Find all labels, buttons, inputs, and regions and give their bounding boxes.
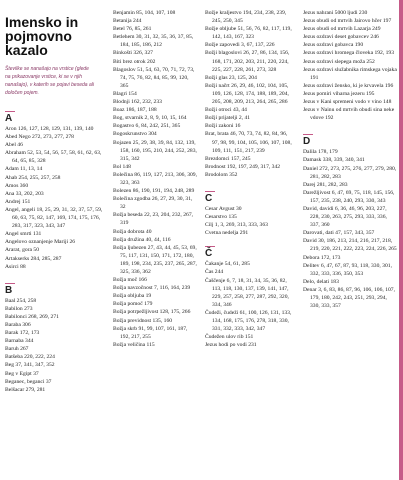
index-entry: Jezus v Nainu od mrtvih obudi sina neke vdove 192 xyxy=(303,107,395,122)
index-entry: Čaščenje 6, 7, 18, 31, 34, 35, 36, 82, 113, 118, 130, 137, 139, 141, 147, 229, 257, 258, 277, 287, 292, 320, 334, 346 xyxy=(205,277,289,308)
index-entry: Binkošti 326, 327 xyxy=(113,50,153,57)
index-entry: Betanija 244 xyxy=(113,18,142,25)
index-entry: Belšacar 279, 281 xyxy=(5,386,46,393)
index-entry: Babilon 273 xyxy=(5,305,33,312)
index-entry: Ahab 254, 255, 257, 258 xyxy=(5,174,61,181)
index-entry: Adam 11, 13, 14 xyxy=(5,166,43,173)
index-entry: Čudeži, čudeži 61, 100, 126, 131, 133, 134, 168, 175, 176, 278, 318, 330, 331, 332, 333, 342, 347 xyxy=(205,309,292,333)
index-entry: Božji blagoslovi 26, 27, 86, 134, 156, 168, 171, 202, 203, 211, 220, 224, 225, 227, 228, 261, 273, 328 xyxy=(205,50,290,73)
index-entry: Božja ljubezen 27, 43, 44, 45, 53, 69, 75, 117, 131, 150, 171, 172, 180, 189, 198, 234, 235, 237, 265, 287, 325, 336, 362 xyxy=(113,244,197,275)
index-entry: Bolečina 86, 119, 127, 213, 306, 309, 323, 363 xyxy=(113,171,198,186)
index-entry: Jezus ozdravi gobavca 190 xyxy=(303,42,364,49)
index-entry: Babilonci 268, 269, 271 xyxy=(5,313,59,320)
index-entry: Božja moč 166 xyxy=(113,277,147,284)
page-edge-accent xyxy=(399,0,403,480)
index-entry: Božje obljube 51, 56, 76, 82, 117, 119, 142, 143, 167, 323 xyxy=(205,26,292,41)
index-entry: Brat, brata 46, 70, 73, 74, 82, 84, 96, 97, 98, 99, 104, 105, 106, 107, 108, 109, 111, 151, 217, 239 xyxy=(205,131,292,154)
section-c-caron-continued xyxy=(303,9,397,122)
index-entry: Božja veličina 115 xyxy=(113,341,155,348)
index-entry: Baraba 306 xyxy=(5,321,31,328)
index-entry: Batšeba 220, 222, 224 xyxy=(5,354,55,361)
index-entry: Bol 148 xyxy=(113,163,131,170)
index-entry: Brodolom 352 xyxy=(205,171,238,178)
index-entry: Bojazen 25, 29, 38, 39, 84, 132, 139, 158, 160, 195, 210, 244, 252, 283, 315, 342 xyxy=(113,139,197,162)
entry-list-b-cont-2 xyxy=(205,9,293,179)
index-entry: Ararat, gora 50 xyxy=(5,247,40,254)
index-entry: Brodnost 192, 197, 249, 317, 342 xyxy=(205,163,281,170)
index-entry: Cesar Avgust 30 xyxy=(205,205,242,212)
index-entry: Beganec, beganci 37 xyxy=(5,378,52,385)
section-letter-c-caron: Č xyxy=(205,246,215,260)
index-entry: Božji načrt 26, 29, 46, 102, 104, 105, 109, 126, 128, 174, 188, 189, 204, 205, 208, 209, 213, 264, 265, 286 xyxy=(205,82,289,106)
index-entry: Dalila 178, 179 xyxy=(303,149,338,156)
section-b-continued-2 xyxy=(205,9,293,179)
index-entry: Abel 46 xyxy=(5,142,23,149)
index-entry: Božja potrpežljivost 128, 175, 266 xyxy=(113,309,191,316)
index-entry: Jezus pomiri viharna jezeru 195 xyxy=(303,90,375,97)
section-b-continued xyxy=(113,9,197,349)
index-entry: Benjamin 85, 104, 107, 108 xyxy=(113,10,176,16)
entry-list-d xyxy=(303,148,397,310)
index-entry: Angelovo oznanjenje Mariji 26 xyxy=(5,239,76,246)
entry-list-c xyxy=(205,205,293,237)
index-entry: Božja pomoč 179 xyxy=(113,301,153,308)
entry-list-c-caron xyxy=(205,260,293,349)
index-entry: Jezus v Kani spremeni vodo v vino 148 xyxy=(303,99,392,106)
index-title xyxy=(5,15,103,57)
index-entry: Bolečina zgodba 26, 27, 29, 30, 31, 32 xyxy=(113,196,193,211)
index-entry: Čas 244 xyxy=(205,269,224,276)
index-entry: Delitev 6, 47, 67, 87, 93, 118, 330, 301, 332, 333, 336, 350, 353 xyxy=(303,262,392,277)
index-entry: Artakserks 284, 285, 287 xyxy=(5,255,62,262)
section-c-caron xyxy=(205,246,293,349)
section-letter-a: A xyxy=(5,111,15,125)
index-entry: Božji otroci 43, 44 xyxy=(205,107,247,114)
index-entry: Andrej 151 xyxy=(5,198,31,205)
index-column-3 xyxy=(205,9,293,349)
section-d xyxy=(303,134,397,310)
index-entry: Božje zapovedi 3, 67, 137, 226 xyxy=(205,42,275,49)
entry-list-a xyxy=(5,125,103,271)
index-entry: Asirci 88 xyxy=(5,263,26,270)
index-entry: Cesarstvo 135 xyxy=(205,214,237,221)
index-entry: Aron 126, 127, 128, 129, 131, 139, 140 xyxy=(5,126,94,132)
entry-list-b-cont xyxy=(113,9,197,349)
index-entry: Baal 254, 258 xyxy=(5,297,37,304)
index-entry: Božji glas 23, 125, 204 xyxy=(205,74,257,81)
title-line-1: Imensko in xyxy=(5,14,79,30)
index-entry: Jezus obudi od mrtvih Lazarja 249 xyxy=(303,26,381,33)
index-entry: Angel, angeli 18, 25, 29, 31, 32, 37, 57, 59, 60, 63, 75, 82, 147, 169, 174, 175, 176, 283, 317, 323, 343, 347 xyxy=(5,206,103,230)
index-entry: Blodnji 162, 232, 233 xyxy=(113,99,162,106)
section-letter-c: C xyxy=(205,191,215,205)
index-entry: Božja obljuba 19 xyxy=(113,293,152,300)
index-entry: Darovati, dati 47, 157, 343, 357 xyxy=(303,230,375,237)
index-entry: David, davidi 6, 36, 46, 96, 203, 227, 228, 230, 263, 275, 293, 333, 336, 337, 360 xyxy=(303,205,387,229)
index-entry: Božje kraljestvo 194, 234, 238, 239, 245, 250, 345 xyxy=(205,10,287,25)
index-entry: Abed Nego 272, 273, 277, 278 xyxy=(5,134,74,141)
index-entry: Barak 172, 173 xyxy=(5,330,40,337)
index-entry: Čudežen ulov rib 151 xyxy=(205,334,254,341)
index-entry: Betel 76, 85, 261 xyxy=(113,26,152,33)
index-entry: Debora 172, 173 xyxy=(303,254,341,261)
section-letter-b: B xyxy=(5,283,15,297)
index-entry: Daniel 272, 273, 275, 276, 277, 279, 280, 281, 282, 283 xyxy=(303,165,397,180)
index-entry: Božja družina 40, 44, 116 xyxy=(113,236,171,243)
index-column-2 xyxy=(113,9,197,349)
index-entry: Brezdomci 157, 245 xyxy=(205,155,251,162)
index-entry: Blagoslov 51, 54, 63, 70, 71, 72, 73, 74, 75, 76, 82, 84, 85, 99, 120, 365 xyxy=(113,66,195,89)
index-intro: Številke se nanašajo na vrstice (glede na prikazovanje vrstice, ki se v njih nanašajo), v katerih se pojavi beseda ali določen pojem. xyxy=(5,66,94,96)
index-entry: Božja previdnost 135, 160 xyxy=(113,317,173,324)
index-entry: Bolezen 86, 190, 191, 194, 248, 289 xyxy=(113,188,195,195)
index-entry: Angel smrti 131 xyxy=(5,231,42,238)
index-entry: Delo, delati 183 xyxy=(303,278,339,285)
index-entry: Božji prijatelji 2, 41 xyxy=(205,115,251,122)
entry-list-c-caron-cont xyxy=(303,9,397,122)
index-entry: Cilj 1, 3, 269, 313, 333, 363 xyxy=(205,222,268,229)
index-entry: Jezus obudi od mrtvih Jairovo hčer 197 xyxy=(303,18,392,25)
index-entry: Amos 360 xyxy=(5,182,29,189)
title-line-3: kazalo xyxy=(5,42,48,58)
entry-list-b xyxy=(5,297,103,394)
section-b xyxy=(5,283,103,394)
index-entry: David 30, 186, 213, 214, 216, 217, 218, 219, 220, 221, 222, 223, 224, 226, 265 xyxy=(303,238,397,253)
index-entry: Beg v Egipt 37 xyxy=(5,370,39,377)
section-letter-d: D xyxy=(303,134,313,148)
index-entry: Bogoskrunstvo 304 xyxy=(113,131,157,138)
index-entry: Biti brez otrok 202 xyxy=(113,58,156,65)
index-entry: Jezus nahrani 5000 ljudi 230 xyxy=(303,10,368,16)
index-entry: Ana 33, 202, 203 xyxy=(5,190,44,197)
index-entry: Jezus ozdravi deset gobavcev 246 xyxy=(303,34,379,41)
index-entry: Bogastvo 6, 84, 242, 251, 365 xyxy=(113,123,181,130)
index-entry: Božji zakoni 16 xyxy=(205,123,241,130)
index-entry: Betlehem 30, 31, 32, 35, 36, 37, 85, 184, 185, 186, 212 xyxy=(113,34,194,49)
index-entry: Jezus ozdravi hromega človeka 192, 193 xyxy=(303,50,395,57)
index-entry: Cvetna nedelja 291 xyxy=(205,230,249,237)
index-entry: Jezus ozdravi slepega moža 252 xyxy=(303,58,375,65)
index-entry: Čakanje 54, 61, 285 xyxy=(205,261,250,268)
index-entry: Barnaba 344 xyxy=(5,338,34,345)
index-entry: Beg 37, 341, 347, 352 xyxy=(5,362,55,369)
index-entry: Božja dobrota 40 xyxy=(113,228,152,235)
index-entry: Boaz 186, 187, 188 xyxy=(113,107,157,114)
index-entry: Blagri 154 xyxy=(113,90,137,97)
index-entry: Baruh 267 xyxy=(5,346,29,353)
index-entry: Darežljivost 6, 47, 69, 75, 118, 145, 156, 157, 235, 238, 240, 293, 330, 343 xyxy=(303,189,395,204)
index-column-4 xyxy=(303,9,397,310)
title-line-2: pojmovno xyxy=(5,28,72,44)
section-c xyxy=(205,191,293,237)
index-entry: Božja beseda 22, 23, 204, 232, 267, 319 xyxy=(113,212,194,227)
index-entry: Damask 338, 339, 340, 341 xyxy=(303,157,365,164)
index-column-1 xyxy=(5,9,103,394)
index-entry: Darej 281, 282, 283 xyxy=(303,181,348,188)
index-entry: Božja navzočnost 7, 116, 164, 239 xyxy=(113,285,191,292)
index-entry: Denar 3, 6, 83, 86, 87, 96, 106, 106, 107, 179, 180, 242, 243, 251, 293, 294, 330, 333, 357 xyxy=(303,286,395,310)
index-entry: Bog, stvarnik 2, 8, 9, 10, 15, 164 xyxy=(113,115,187,122)
index-entry: Jezus ozdravi žensko, ki je krvavela 196 xyxy=(303,82,394,89)
index-entry: Abraham 52, 53, 54, 56, 57, 58, 61, 62, 63, 64, 65, 85, 328 xyxy=(5,150,102,165)
index-entry: Božja skrb 91, 99, 107, 161, 187, 192, 217, 255 xyxy=(113,325,188,340)
index-entry: Jezus ozdravi služabnika rimskega vojaka 191 xyxy=(303,66,397,81)
section-a xyxy=(5,111,103,271)
index-entry: Jezus hodi po vodi 231 xyxy=(205,342,257,349)
